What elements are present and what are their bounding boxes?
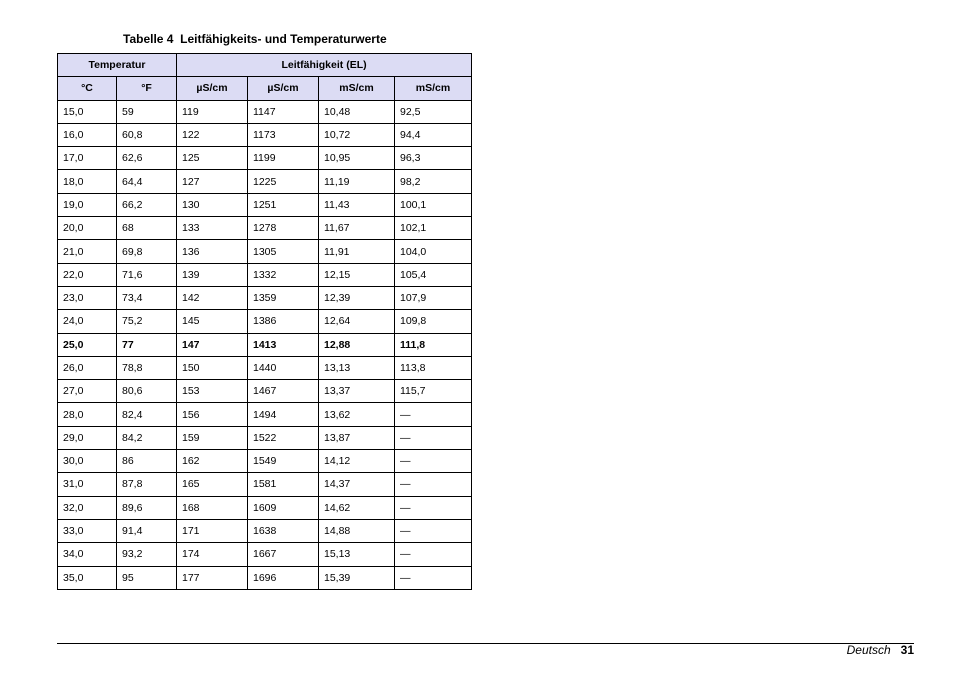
cell-us-cm-b: 1549 (248, 450, 319, 473)
cell-us-cm-a: 142 (177, 286, 248, 309)
cell-fahrenheit: 62,6 (117, 147, 177, 170)
cell-ms-cm-a: 11,43 (319, 193, 395, 216)
cell-ms-cm-a: 14,12 (319, 450, 395, 473)
cell-fahrenheit: 78,8 (117, 356, 177, 379)
cell-ms-cm-a: 12,39 (319, 286, 395, 309)
cell-celsius: 17,0 (58, 147, 117, 170)
cell-ms-cm-b: — (395, 566, 472, 589)
cell-fahrenheit: 91,4 (117, 519, 177, 542)
cell-us-cm-b: 1413 (248, 333, 319, 356)
column-header-us-cm-1: µS/cm (177, 77, 248, 100)
table-header (58, 54, 472, 101)
cell-ms-cm-b: 102,1 (395, 217, 472, 240)
cell-ms-cm-a: 10,72 (319, 123, 395, 146)
cell-us-cm-a: 150 (177, 356, 248, 379)
cell-us-cm-b: 1173 (248, 123, 319, 146)
table-row (58, 473, 472, 496)
cell-ms-cm-b: 115,7 (395, 380, 472, 403)
cell-fahrenheit: 87,8 (117, 473, 177, 496)
cell-ms-cm-a: 10,95 (319, 147, 395, 170)
cell-ms-cm-a: 13,62 (319, 403, 395, 426)
cell-ms-cm-a: 11,19 (319, 170, 395, 193)
cell-fahrenheit: 71,6 (117, 263, 177, 286)
cell-ms-cm-b: — (395, 519, 472, 542)
table-row (58, 356, 472, 379)
table-row (58, 217, 472, 240)
cell-us-cm-a: 177 (177, 566, 248, 589)
cell-fahrenheit: 64,4 (117, 170, 177, 193)
cell-ms-cm-b: 98,2 (395, 170, 472, 193)
cell-ms-cm-b: 113,8 (395, 356, 472, 379)
cell-us-cm-a: 162 (177, 450, 248, 473)
cell-ms-cm-b: 105,4 (395, 263, 472, 286)
cell-us-cm-b: 1440 (248, 356, 319, 379)
cell-celsius: 18,0 (58, 170, 117, 193)
cell-us-cm-b: 1251 (248, 193, 319, 216)
column-header-celsius: °C (58, 77, 117, 100)
cell-celsius: 30,0 (58, 450, 117, 473)
cell-fahrenheit: 82,4 (117, 403, 177, 426)
table-row (58, 543, 472, 566)
cell-ms-cm-a: 12,64 (319, 310, 395, 333)
table-caption: Tabelle 4 Leitfähigkeits- und Temperaturwerte (123, 32, 387, 46)
cell-ms-cm-b: 94,4 (395, 123, 472, 146)
unit-header-row (58, 77, 472, 100)
cell-celsius: 20,0 (58, 217, 117, 240)
cell-us-cm-a: 122 (177, 123, 248, 146)
table-row (58, 286, 472, 309)
footer-language: Deutsch (846, 643, 891, 657)
group-header-row (58, 54, 472, 77)
cell-ms-cm-a: 13,13 (319, 356, 395, 379)
table-row (58, 333, 472, 356)
cell-ms-cm-a: 10,48 (319, 100, 395, 123)
table-row (58, 123, 472, 146)
table-row (58, 450, 472, 473)
cell-us-cm-a: 156 (177, 403, 248, 426)
cell-us-cm-b: 1332 (248, 263, 319, 286)
column-header-us-cm-2: µS/cm (248, 77, 319, 100)
cell-us-cm-a: 147 (177, 333, 248, 356)
cell-us-cm-b: 1278 (248, 217, 319, 240)
page-number: 31 (900, 643, 914, 657)
cell-us-cm-a: 171 (177, 519, 248, 542)
cell-ms-cm-a: 15,39 (319, 566, 395, 589)
table-row (58, 519, 472, 542)
cell-us-cm-b: 1522 (248, 426, 319, 449)
table-row (58, 310, 472, 333)
cell-fahrenheit: 75,2 (117, 310, 177, 333)
cell-us-cm-a: 165 (177, 473, 248, 496)
table-row (58, 496, 472, 519)
cell-fahrenheit: 93,2 (117, 543, 177, 566)
cell-fahrenheit: 80,6 (117, 380, 177, 403)
cell-celsius: 23,0 (58, 286, 117, 309)
table-row (58, 193, 472, 216)
cell-celsius: 29,0 (58, 426, 117, 449)
cell-ms-cm-b: 104,0 (395, 240, 472, 263)
cell-ms-cm-b: 107,9 (395, 286, 472, 309)
cell-us-cm-a: 174 (177, 543, 248, 566)
cell-ms-cm-a: 14,88 (319, 519, 395, 542)
table-body (58, 100, 472, 589)
cell-us-cm-b: 1581 (248, 473, 319, 496)
cell-celsius: 32,0 (58, 496, 117, 519)
cell-ms-cm-b: — (395, 403, 472, 426)
cell-celsius: 35,0 (58, 566, 117, 589)
cell-celsius: 21,0 (58, 240, 117, 263)
cell-celsius: 22,0 (58, 263, 117, 286)
page-footer (847, 643, 914, 657)
cell-ms-cm-b: — (395, 450, 472, 473)
table-row (58, 147, 472, 170)
cell-celsius: 15,0 (58, 100, 117, 123)
cell-ms-cm-b: — (395, 543, 472, 566)
cell-us-cm-a: 139 (177, 263, 248, 286)
cell-celsius: 26,0 (58, 356, 117, 379)
cell-us-cm-a: 145 (177, 310, 248, 333)
cell-fahrenheit: 60,8 (117, 123, 177, 146)
cell-ms-cm-a: 12,15 (319, 263, 395, 286)
cell-ms-cm-a: 13,37 (319, 380, 395, 403)
cell-ms-cm-b: 111,8 (395, 333, 472, 356)
cell-fahrenheit: 66,2 (117, 193, 177, 216)
group-header-temperature: Temperatur (58, 54, 177, 77)
cell-us-cm-a: 153 (177, 380, 248, 403)
cell-us-cm-a: 159 (177, 426, 248, 449)
cell-ms-cm-b: 109,8 (395, 310, 472, 333)
cell-celsius: 31,0 (58, 473, 117, 496)
cell-ms-cm-b: 96,3 (395, 147, 472, 170)
cell-fahrenheit: 69,8 (117, 240, 177, 263)
cell-celsius: 33,0 (58, 519, 117, 542)
cell-ms-cm-b: 92,5 (395, 100, 472, 123)
cell-ms-cm-b: — (395, 496, 472, 519)
cell-us-cm-b: 1467 (248, 380, 319, 403)
table-row (58, 566, 472, 589)
cell-us-cm-b: 1305 (248, 240, 319, 263)
cell-celsius: 19,0 (58, 193, 117, 216)
cell-ms-cm-a: 12,88 (319, 333, 395, 356)
cell-celsius: 25,0 (58, 333, 117, 356)
cell-ms-cm-a: 15,13 (319, 543, 395, 566)
cell-fahrenheit: 59 (117, 100, 177, 123)
column-header-fahrenheit: °F (117, 77, 177, 100)
cell-us-cm-a: 130 (177, 193, 248, 216)
cell-us-cm-b: 1147 (248, 100, 319, 123)
cell-celsius: 34,0 (58, 543, 117, 566)
cell-us-cm-b: 1696 (248, 566, 319, 589)
cell-us-cm-b: 1225 (248, 170, 319, 193)
group-header-conductivity: Leitfähigkeit (EL) (177, 54, 472, 77)
cell-us-cm-a: 168 (177, 496, 248, 519)
cell-celsius: 28,0 (58, 403, 117, 426)
cell-us-cm-b: 1199 (248, 147, 319, 170)
cell-fahrenheit: 95 (117, 566, 177, 589)
column-header-ms-cm-1: mS/cm (319, 77, 395, 100)
table-row (58, 100, 472, 123)
cell-fahrenheit: 84,2 (117, 426, 177, 449)
cell-ms-cm-a: 11,67 (319, 217, 395, 240)
cell-us-cm-b: 1494 (248, 403, 319, 426)
cell-us-cm-b: 1609 (248, 496, 319, 519)
cell-fahrenheit: 77 (117, 333, 177, 356)
cell-us-cm-a: 127 (177, 170, 248, 193)
cell-fahrenheit: 73,4 (117, 286, 177, 309)
table-row (58, 170, 472, 193)
cell-fahrenheit: 89,6 (117, 496, 177, 519)
cell-us-cm-b: 1638 (248, 519, 319, 542)
cell-ms-cm-b: 100,1 (395, 193, 472, 216)
cell-ms-cm-b: — (395, 473, 472, 496)
cell-ms-cm-b: — (395, 426, 472, 449)
cell-us-cm-a: 125 (177, 147, 248, 170)
table-row (58, 380, 472, 403)
cell-us-cm-a: 133 (177, 217, 248, 240)
cell-ms-cm-a: 14,62 (319, 496, 395, 519)
column-header-ms-cm-2: mS/cm (395, 77, 472, 100)
table-row (58, 403, 472, 426)
cell-fahrenheit: 86 (117, 450, 177, 473)
cell-us-cm-b: 1386 (248, 310, 319, 333)
cell-us-cm-a: 119 (177, 100, 248, 123)
cell-us-cm-b: 1667 (248, 543, 319, 566)
table-row (58, 426, 472, 449)
footer-divider (57, 643, 914, 644)
cell-us-cm-a: 136 (177, 240, 248, 263)
cell-celsius: 27,0 (58, 380, 117, 403)
table-row (58, 263, 472, 286)
cell-ms-cm-a: 11,91 (319, 240, 395, 263)
cell-fahrenheit: 68 (117, 217, 177, 240)
conductivity-temperature-table (57, 53, 472, 590)
table-row (58, 240, 472, 263)
cell-ms-cm-a: 13,87 (319, 426, 395, 449)
cell-celsius: 16,0 (58, 123, 117, 146)
cell-us-cm-b: 1359 (248, 286, 319, 309)
cell-ms-cm-a: 14,37 (319, 473, 395, 496)
cell-celsius: 24,0 (58, 310, 117, 333)
